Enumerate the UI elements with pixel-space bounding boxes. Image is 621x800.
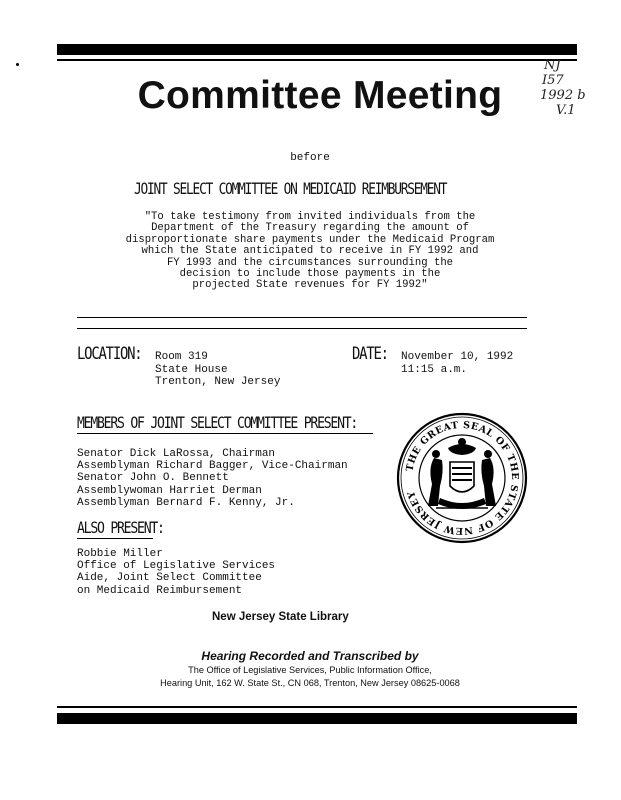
- member-item: Assemblywoman Harriet Derman: [77, 484, 262, 497]
- divider-line-1: [77, 317, 527, 318]
- location-label: LOCATION:: [77, 344, 142, 364]
- divider-line-2: [77, 328, 527, 329]
- staff-line: Robbie Miller: [77, 548, 163, 560]
- also-present-heading: ALSO PRESENT:: [77, 518, 164, 537]
- members-heading-underline: [77, 433, 373, 434]
- location-details: [155, 351, 280, 389]
- address-line: Hearing Unit, 162 W. State St., CN 068, Trenton, New Jersey 08625-0068: [160, 678, 460, 688]
- location-line: Trenton, New Jersey: [155, 376, 281, 388]
- svg-text:THE GREAT SEAL OF THE STATE OF: THE GREAT SEAL OF THE STATE OF NEW JERSEY: [404, 419, 521, 537]
- before-label: before: [290, 152, 330, 164]
- recorded-by: Hearing Recorded and Transcribed by: [201, 649, 419, 663]
- library-stamp: New Jersey State Library: [212, 611, 349, 623]
- page-title: Committee Meeting: [137, 74, 503, 117]
- state-seal: [396, 412, 528, 544]
- also-present-list: [77, 548, 275, 597]
- staff-line: on Medicaid Reimbursement: [77, 584, 243, 597]
- members-list: [77, 448, 348, 509]
- date-label: DATE:: [352, 344, 388, 364]
- scan-speck: [16, 63, 19, 66]
- top-thick-rule: [57, 44, 577, 55]
- time-line: 11:15 a.m.: [401, 363, 468, 376]
- handwritten-line: V.1: [556, 103, 576, 118]
- member-item: Assemblyman Bernard F. Kenny, Jr.: [77, 496, 295, 509]
- office-line: The Office of Legislative Services, Public Information Office,: [188, 665, 432, 675]
- bottom-thin-rule: [57, 706, 577, 708]
- state-seal-graphic: [396, 412, 528, 544]
- staff-line: Aide, Joint Select Committee: [77, 572, 262, 585]
- member-item: Senator Dick LaRossa, Chairman: [77, 448, 276, 460]
- handwritten-line: I57: [542, 73, 564, 88]
- handwritten-line: NJ: [544, 58, 561, 73]
- member-item: Senator John O. Bennett: [77, 472, 229, 485]
- date-line: November 10, 1992: [401, 351, 514, 363]
- members-heading: MEMBERS OF JOINT SELECT COMMITTEE PRESENT:: [77, 413, 358, 432]
- member-item: Assemblyman Richard Bagger, Vice-Chairman: [77, 460, 348, 473]
- handwritten-call-number: [540, 58, 610, 118]
- date-details: [401, 351, 513, 376]
- top-thin-rule: [57, 59, 577, 61]
- bottom-thick-rule: [57, 713, 577, 724]
- staff-line: Office of Legislative Services: [77, 560, 276, 573]
- hearing-purpose: "To take testimony from invited individuals from the Department of the Treasury regarding the amount of disproportionate share payments under the Medicaid Program which the State anticipated to receive in FY 1992 and FY 1993 and the circumstances surrounding the decision to include those payments in the projected State revenues for FY 1992": [125, 211, 495, 292]
- location-line: State House: [155, 363, 228, 376]
- also-present-underline: [77, 538, 153, 539]
- committee-name: JOINT SELECT COMMITTEE ON MEDICAID REIMBURSEMENT: [134, 179, 447, 198]
- handwritten-line: 1992 b: [540, 88, 586, 103]
- location-line: Room 319: [155, 351, 208, 363]
